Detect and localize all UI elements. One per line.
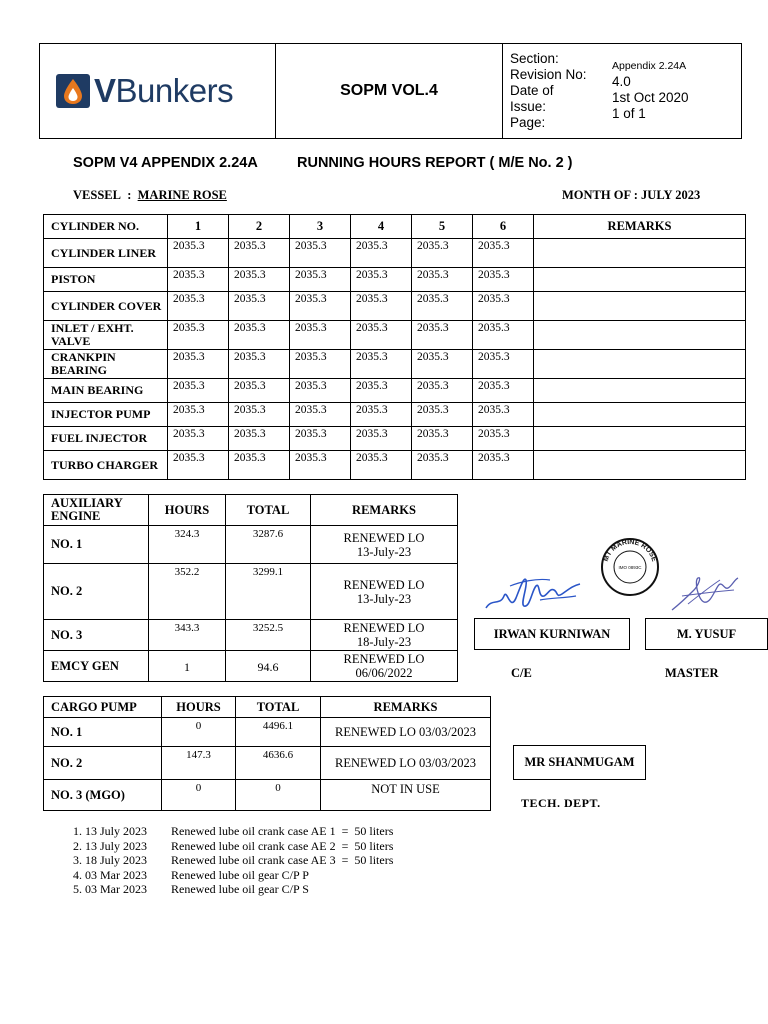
hours-cell: 1 bbox=[149, 651, 226, 682]
hours-cell: 0 bbox=[162, 780, 236, 811]
report-title: RUNNING HOURS REPORT ( M/E No. 2 ) bbox=[297, 155, 573, 171]
note-text: Renewed lube oil crank case AE 1 = 50 liters bbox=[171, 824, 394, 838]
running-hours-cell: 2035.3 bbox=[351, 292, 412, 321]
running-hours-cell: 2035.3 bbox=[290, 239, 351, 268]
ce-title: C/E bbox=[511, 666, 532, 680]
col-header: REMARKS bbox=[534, 215, 746, 239]
component-label: MAIN BEARING bbox=[44, 379, 168, 403]
running-hours-cell: 2035.3 bbox=[290, 321, 351, 350]
col-header: CYLINDER NO. bbox=[44, 215, 168, 239]
running-hours-cell: 2035.3 bbox=[351, 427, 412, 451]
stamp-text: MT MARINE ROSE bbox=[602, 538, 658, 563]
running-hours-cell: 2035.3 bbox=[351, 350, 412, 379]
running-hours-cell: 2035.3 bbox=[168, 268, 229, 292]
running-hours-cell: 2035.3 bbox=[412, 379, 473, 403]
cargo-pump-row bbox=[44, 747, 491, 780]
running-hours-cell: 2035.3 bbox=[290, 451, 351, 480]
remarks-cell bbox=[534, 268, 746, 292]
date-label: Date of Issue: bbox=[510, 83, 554, 114]
remarks-cell bbox=[534, 239, 746, 268]
running-hours-cell: 2035.3 bbox=[229, 292, 290, 321]
running-hours-cell: 2035.3 bbox=[229, 268, 290, 292]
note-item bbox=[73, 868, 393, 883]
remarks-cell bbox=[311, 620, 458, 651]
col-header: HOURS bbox=[149, 495, 226, 526]
running-hours-cell: 2035.3 bbox=[229, 321, 290, 350]
note-text: Renewed lube oil crank case AE 2 = 50 liters bbox=[171, 838, 394, 853]
running-hours-cell: 2035.3 bbox=[351, 379, 412, 403]
running-hours-cell: 2035.3 bbox=[168, 427, 229, 451]
running-hours-cell: 2035.3 bbox=[290, 379, 351, 403]
col-header: 5 bbox=[412, 215, 473, 239]
col-header: TOTAL bbox=[226, 495, 311, 526]
cylinder-row bbox=[44, 321, 746, 350]
cargo-header-row bbox=[44, 697, 491, 718]
hours-cell: 352.2 bbox=[149, 564, 226, 620]
running-hours-cell: 2035.3 bbox=[168, 451, 229, 480]
aux-header-row bbox=[44, 495, 458, 526]
remarks-cell: NOT IN USE bbox=[321, 780, 491, 811]
cylinder-row bbox=[44, 350, 746, 379]
vessel-label: VESSEL bbox=[73, 188, 121, 202]
appendix-title: SOPM V4 APPENDIX 2.24A bbox=[73, 155, 258, 171]
running-hours-cell: 2035.3 bbox=[229, 350, 290, 379]
running-hours-cell: 2035.3 bbox=[473, 427, 534, 451]
cylinder-row bbox=[44, 239, 746, 268]
running-hours-cell: 2035.3 bbox=[351, 239, 412, 268]
remarks-date: 18-July-23 bbox=[356, 635, 412, 649]
cylinder-row bbox=[44, 292, 746, 321]
running-hours-cell: 2035.3 bbox=[168, 403, 229, 427]
hours-cell: 324.3 bbox=[149, 526, 226, 564]
total-cell: 0 bbox=[236, 780, 321, 811]
total-cell: 4636.6 bbox=[236, 747, 321, 780]
col-header: 3 bbox=[290, 215, 351, 239]
running-hours-cell: 2035.3 bbox=[473, 292, 534, 321]
remarks-date: 13-July-23 bbox=[356, 591, 412, 606]
running-hours-cell: 2035.3 bbox=[351, 268, 412, 292]
section-label: Section: bbox=[510, 51, 559, 66]
col-header: 4 bbox=[351, 215, 412, 239]
cylinder-header-row bbox=[44, 215, 746, 239]
cylinder-table bbox=[43, 214, 746, 480]
note-item bbox=[73, 839, 393, 854]
remarks-date: 13-July-23 bbox=[356, 544, 412, 559]
running-hours-cell: 2035.3 bbox=[473, 451, 534, 480]
revision-label: Revision No: bbox=[510, 67, 587, 82]
running-hours-cell: 2035.3 bbox=[290, 403, 351, 427]
note-text: Renewed lube oil crank case AE 3 = 50 liters bbox=[171, 853, 394, 867]
total-cell: 4496.1 bbox=[236, 718, 321, 747]
hours-cell: 147.3 bbox=[162, 747, 236, 780]
cargo-pump-row bbox=[44, 718, 491, 747]
total-cell: 94.6 bbox=[226, 651, 311, 682]
remarks-cell bbox=[534, 451, 746, 480]
master-name-box: M. YUSUF bbox=[645, 618, 768, 650]
running-hours-cell: 2035.3 bbox=[412, 239, 473, 268]
hours-cell: 343.3 bbox=[149, 620, 226, 651]
running-hours-cell: 2035.3 bbox=[229, 403, 290, 427]
master-signature bbox=[668, 566, 740, 616]
cargo-pump-row bbox=[44, 780, 491, 811]
cylinder-row bbox=[44, 379, 746, 403]
page-label: Page: bbox=[510, 115, 546, 130]
remarks-cell bbox=[534, 427, 746, 451]
component-label: CRANKPIN BEARING bbox=[44, 350, 168, 379]
remarks-cell bbox=[311, 651, 458, 682]
note-item bbox=[73, 824, 393, 839]
engine-label: NO. 1 bbox=[44, 526, 149, 564]
logo-cell bbox=[40, 44, 276, 139]
pump-label: NO. 2 bbox=[44, 747, 162, 780]
running-hours-cell: 2035.3 bbox=[412, 427, 473, 451]
running-hours-cell: 2035.3 bbox=[168, 321, 229, 350]
running-hours-cell: 2035.3 bbox=[412, 321, 473, 350]
note-text: Renewed lube oil gear C/P P bbox=[171, 867, 309, 882]
col-header: TOTAL bbox=[236, 697, 321, 718]
running-hours-cell: 2035.3 bbox=[168, 239, 229, 268]
running-hours-cell: 2035.3 bbox=[290, 268, 351, 292]
remarks-cell bbox=[534, 321, 746, 350]
running-hours-cell: 2035.3 bbox=[229, 451, 290, 480]
stamp-number: IMO 0893C bbox=[618, 565, 642, 570]
total-cell: 3287.6 bbox=[226, 526, 311, 564]
col-header: AUXILIARY ENGINE bbox=[44, 495, 149, 526]
running-hours-cell: 2035.3 bbox=[351, 403, 412, 427]
running-hours-cell: 2035.3 bbox=[229, 239, 290, 268]
col-header: HOURS bbox=[162, 697, 236, 718]
remarks-cell bbox=[534, 379, 746, 403]
note-date: 2. 13 July 2023 bbox=[73, 838, 148, 853]
ce-signature bbox=[480, 568, 590, 618]
logo-text: VBunkers bbox=[94, 72, 234, 109]
running-hours-cell: 2035.3 bbox=[290, 292, 351, 321]
col-header: 2 bbox=[229, 215, 290, 239]
running-hours-cell: 2035.3 bbox=[229, 379, 290, 403]
remarks-cell bbox=[534, 350, 746, 379]
col-header: CARGO PUMP bbox=[44, 697, 162, 718]
note-item bbox=[73, 853, 393, 868]
aux-engine-row bbox=[44, 526, 458, 564]
cargo-pump-table bbox=[43, 696, 491, 811]
cylinder-row bbox=[44, 451, 746, 480]
running-hours-cell: 2035.3 bbox=[168, 350, 229, 379]
component-label: INJECTOR PUMP bbox=[44, 403, 168, 427]
running-hours-cell: 2035.3 bbox=[473, 239, 534, 268]
component-label: FUEL INJECTOR bbox=[44, 427, 168, 451]
ce-name-box: IRWAN KURNIWAN bbox=[474, 618, 630, 650]
remarks-cell bbox=[311, 564, 458, 620]
engine-label: EMCY GEN bbox=[44, 651, 149, 682]
remarks-cell: RENEWED LO 03/03/2023 bbox=[321, 747, 491, 780]
running-hours-cell: 2035.3 bbox=[473, 403, 534, 427]
running-hours-cell: 2035.3 bbox=[473, 321, 534, 350]
vbunkers-logo-icon bbox=[56, 74, 90, 108]
revision-value: 4.0 bbox=[612, 74, 631, 89]
running-hours-cell: 2035.3 bbox=[168, 292, 229, 321]
remarks-line: RENEWED LO bbox=[343, 652, 425, 666]
col-header: 1 bbox=[168, 215, 229, 239]
engine-label: NO. 2 bbox=[44, 564, 149, 620]
vessel-name: MARINE ROSE bbox=[137, 188, 227, 202]
running-hours-cell: 2035.3 bbox=[351, 451, 412, 480]
document-header bbox=[39, 43, 742, 139]
note-date: 4. 03 Mar 2023 bbox=[73, 867, 147, 882]
ship-stamp bbox=[598, 536, 662, 598]
col-header: 6 bbox=[473, 215, 534, 239]
doc-title-cell bbox=[276, 44, 503, 139]
running-hours-cell: 2035.3 bbox=[412, 292, 473, 321]
tech-name-box: MR SHANMUGAM bbox=[513, 745, 646, 780]
running-hours-cell: 2035.3 bbox=[290, 350, 351, 379]
remarks-cell bbox=[534, 292, 746, 321]
running-hours-cell: 2035.3 bbox=[412, 403, 473, 427]
note-date: 3. 18 July 2023 bbox=[73, 853, 148, 867]
running-hours-cell: 2035.3 bbox=[412, 350, 473, 379]
date-value: 1st Oct 2020 bbox=[612, 90, 689, 105]
aux-engine-row bbox=[44, 564, 458, 620]
running-hours-cell: 2035.3 bbox=[473, 350, 534, 379]
col-header: REMARKS bbox=[321, 697, 491, 718]
running-hours-cell: 2035.3 bbox=[290, 427, 351, 451]
remarks-cell bbox=[311, 526, 458, 564]
running-hours-cell: 2035.3 bbox=[412, 268, 473, 292]
cylinder-row bbox=[44, 427, 746, 451]
running-hours-cell: 2035.3 bbox=[473, 268, 534, 292]
remarks-date: 06/06/2022 bbox=[355, 666, 413, 680]
aux-engine-row bbox=[44, 620, 458, 651]
running-hours-cell: 2035.3 bbox=[229, 427, 290, 451]
remarks-line: RENEWED LO bbox=[343, 530, 425, 545]
remarks-line: RENEWED LO bbox=[343, 621, 425, 635]
page-value: 1 of 1 bbox=[612, 106, 646, 121]
total-cell: 3252.5 bbox=[226, 620, 311, 651]
cylinder-row bbox=[44, 403, 746, 427]
pump-label: NO. 3 (MGO) bbox=[44, 780, 162, 811]
hours-cell: 0 bbox=[162, 718, 236, 747]
vessel-line: VESSEL : MARINE ROSE bbox=[73, 188, 227, 202]
aux-engine-table bbox=[43, 494, 458, 682]
remarks-cell bbox=[534, 403, 746, 427]
component-label: TURBO CHARGER bbox=[44, 451, 168, 480]
doc-meta-cell bbox=[503, 44, 742, 139]
component-label: CYLINDER LINER bbox=[44, 239, 168, 268]
note-date: 1. 13 July 2023 bbox=[73, 824, 148, 838]
section-value: Appendix 2.24A bbox=[612, 60, 687, 72]
cylinder-row bbox=[44, 268, 746, 292]
master-title: MASTER bbox=[665, 666, 719, 680]
doc-title: SOPM VOL.4 bbox=[340, 82, 438, 99]
component-label: PISTON bbox=[44, 268, 168, 292]
running-hours-cell: 2035.3 bbox=[351, 321, 412, 350]
component-label: INLET / EXHT. VALVE bbox=[44, 321, 168, 350]
notes-list bbox=[73, 824, 393, 897]
remarks-line: RENEWED LO bbox=[343, 577, 425, 592]
running-hours-cell: 2035.3 bbox=[412, 451, 473, 480]
pump-label: NO. 1 bbox=[44, 718, 162, 747]
running-hours-cell: 2035.3 bbox=[168, 379, 229, 403]
running-hours-cell: 2035.3 bbox=[473, 379, 534, 403]
month-of: MONTH OF : JULY 2023 bbox=[562, 188, 701, 202]
note-date: 5. 03 Mar 2023 bbox=[73, 882, 147, 896]
tech-title: TECH. DEPT. bbox=[521, 796, 601, 810]
engine-label: NO. 3 bbox=[44, 620, 149, 651]
col-header: REMARKS bbox=[311, 495, 458, 526]
aux-engine-row bbox=[44, 651, 458, 682]
note-item bbox=[73, 882, 393, 897]
remarks-cell: RENEWED LO 03/03/2023 bbox=[321, 718, 491, 747]
note-text: Renewed lube oil gear C/P S bbox=[171, 882, 309, 896]
component-label: CYLINDER COVER bbox=[44, 292, 168, 321]
total-cell: 3299.1 bbox=[226, 564, 311, 620]
